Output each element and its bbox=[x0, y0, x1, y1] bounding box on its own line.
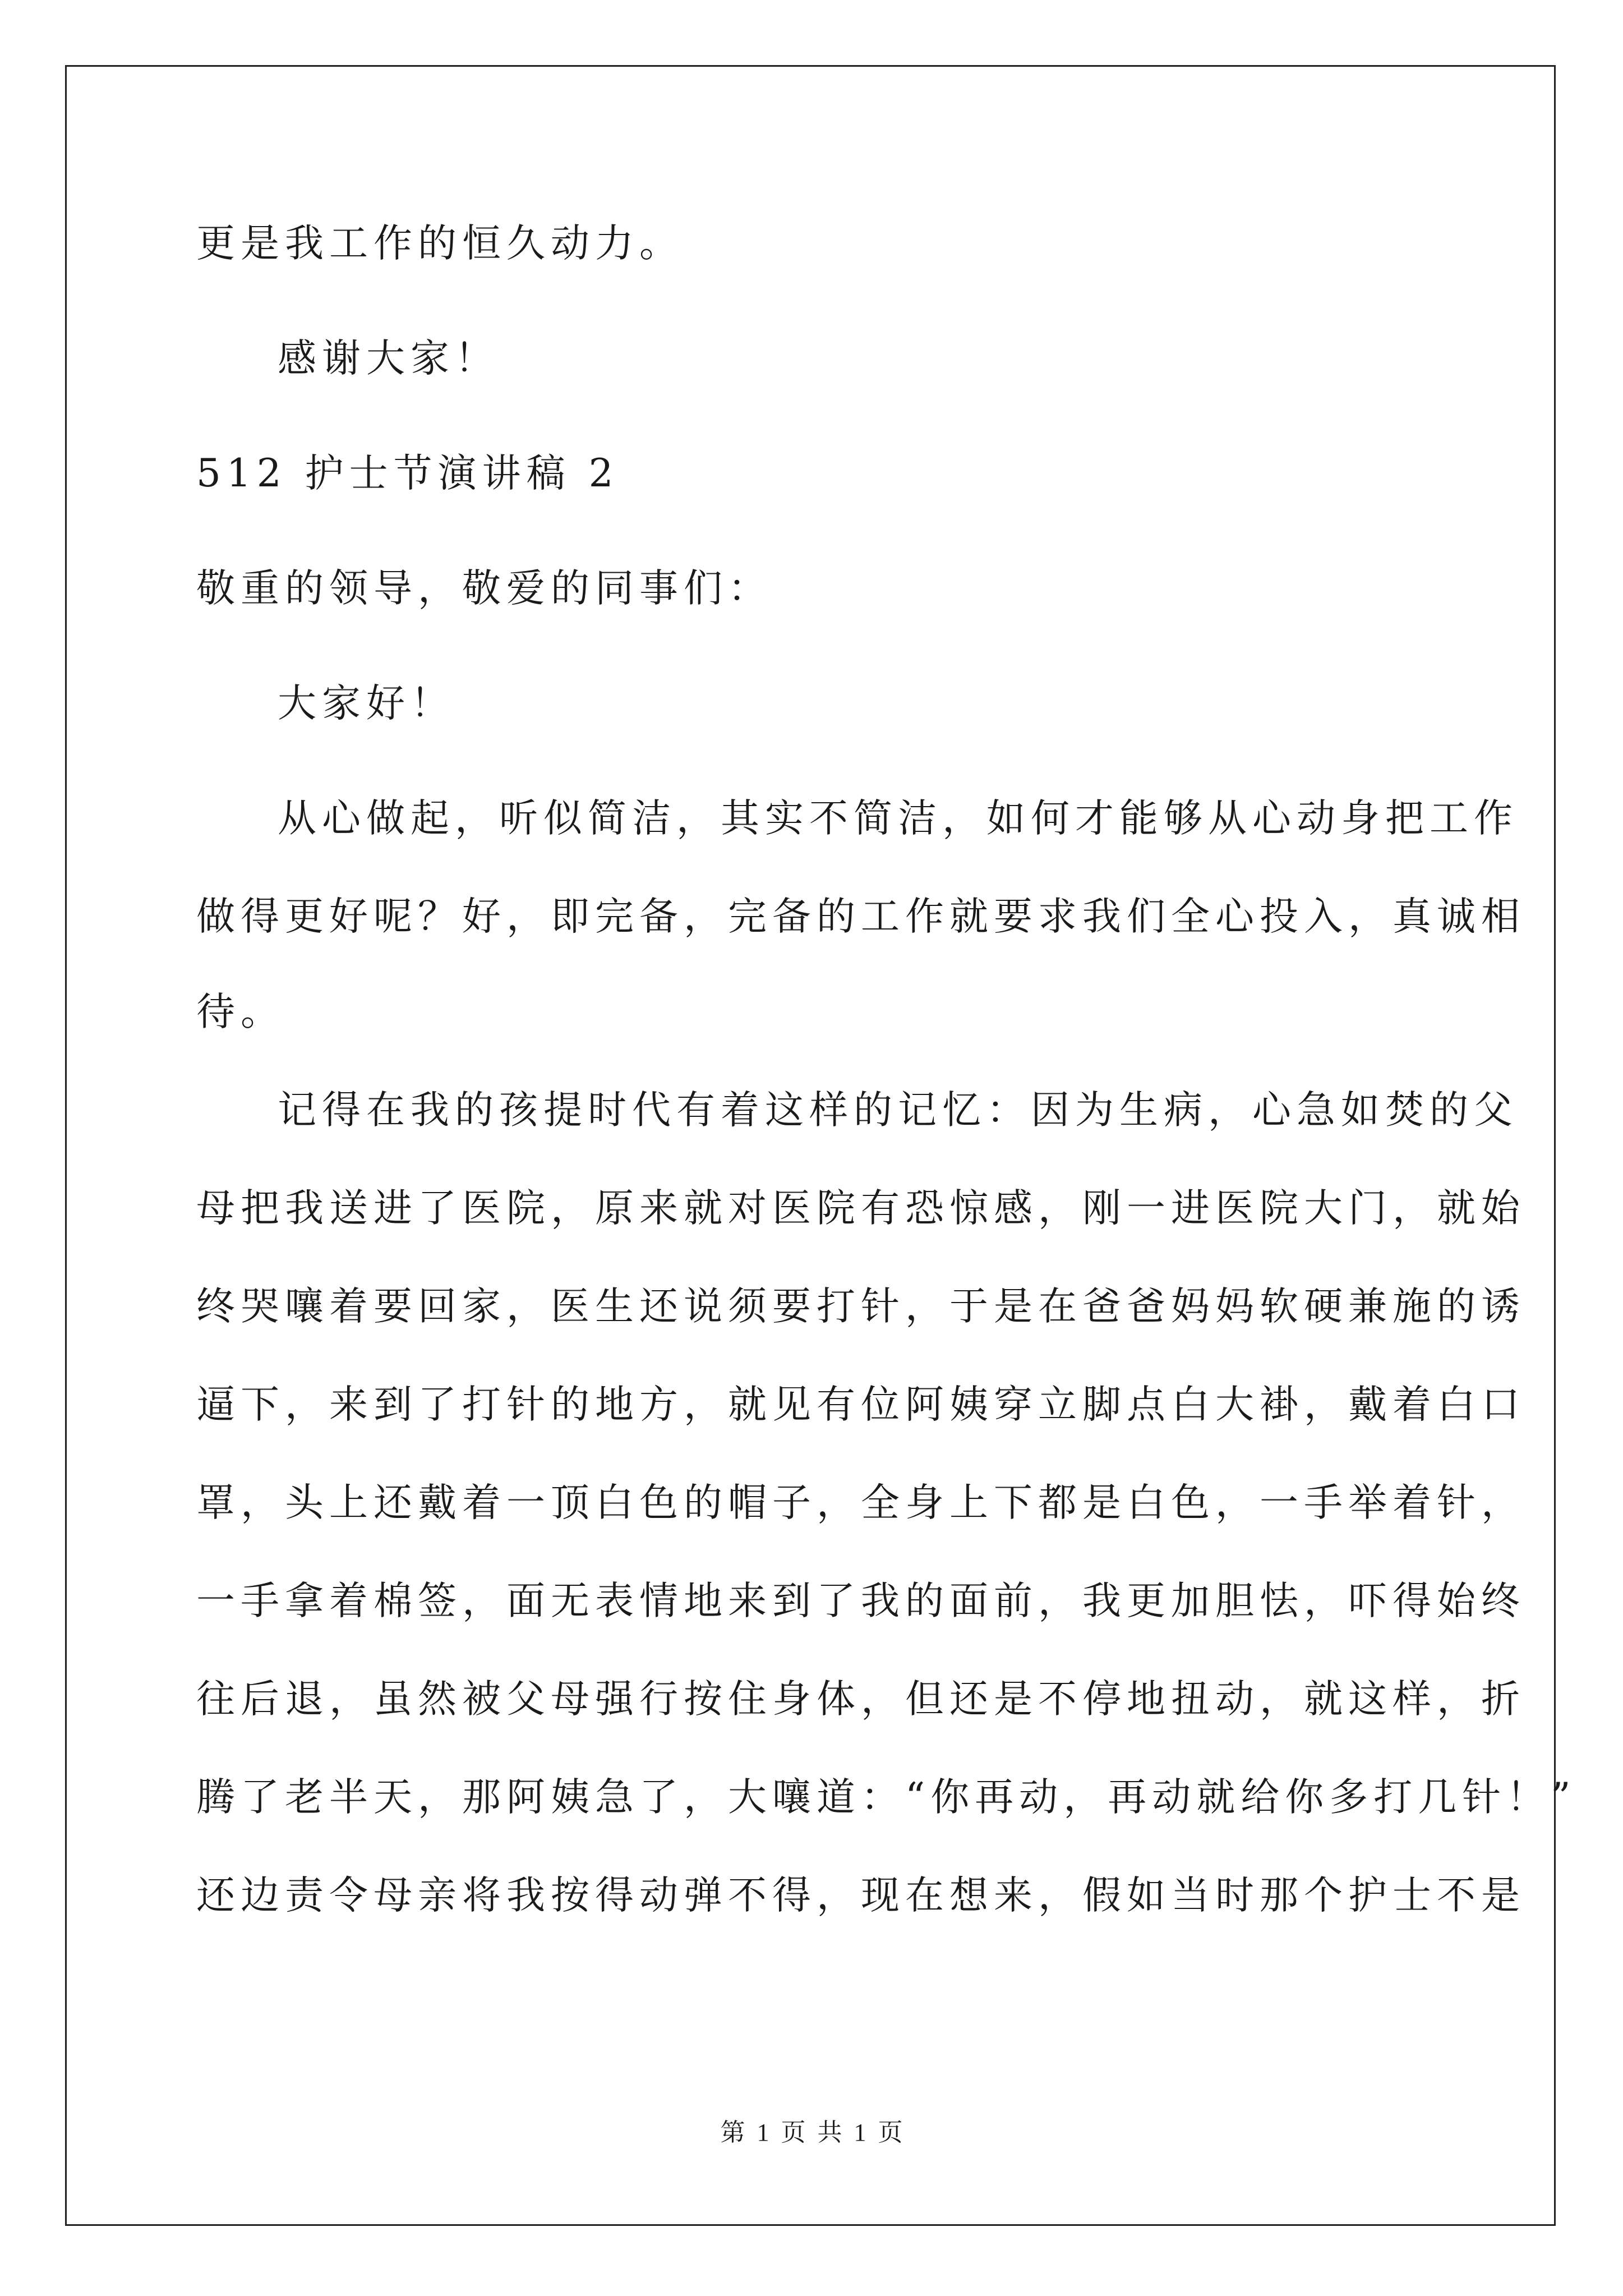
paragraph-line: 一手拿着棉签，面无表情地来到了我的面前，我更加胆怯，吓得始终 bbox=[196, 1579, 1525, 1623]
page-number-footer: 第 1 页 共 1 页 bbox=[720, 2119, 903, 2146]
paragraph-line: 罩，头上还戴着一顶白色的帽子，全身上下都是白色，一手举着针， bbox=[196, 1480, 1525, 1525]
paragraph-line: 还边责令母亲将我按得动弹不得，现在想来，假如当时那个护士不是 bbox=[196, 1873, 1525, 1918]
paragraph-line: 母把我送进了医院，原来就对医院有恐惊感，刚一进医院大门，就始 bbox=[196, 1186, 1525, 1231]
paragraph-line: 更是我工作的恒久动力。 bbox=[196, 221, 684, 266]
paragraph-line: 腾了老半天，那阿姨急了，大嚷道：“你再动，再动就给你多打几针！” bbox=[196, 1775, 1576, 1820]
greeting: 大家好！ bbox=[278, 681, 455, 726]
paragraph-line: 待。 bbox=[196, 990, 285, 1034]
paragraph-line: 感谢大家！ bbox=[278, 336, 499, 381]
paragraph-line: 从心做起，听似简洁，其实不简洁，如何才能够从心动身把工作 bbox=[278, 796, 1518, 841]
paragraph-line: 做得更好呢？好，即完备，完备的工作就要求我们全心投入，真诚相 bbox=[196, 894, 1525, 939]
paragraph-line: 逼下，来到了打针的地方，就见有位阿姨穿立脚点白大褂，戴着白口 bbox=[196, 1382, 1525, 1427]
salutation: 敬重的领导，敬爱的同事们： bbox=[196, 566, 772, 611]
section-heading: 512 护士节演讲稿 2 bbox=[196, 451, 619, 496]
paragraph-line: 终哭嚷着要回家，医生还说须要打针，于是在爸爸妈妈软硬兼施的诱 bbox=[196, 1284, 1525, 1329]
paragraph-line: 记得在我的孩提时代有着这样的记忆：因为生病，心急如焚的父 bbox=[278, 1088, 1518, 1133]
paragraph-line: 往后退，虽然被父母强行按住身体，但还是不停地扭动，就这样，折 bbox=[196, 1677, 1525, 1722]
